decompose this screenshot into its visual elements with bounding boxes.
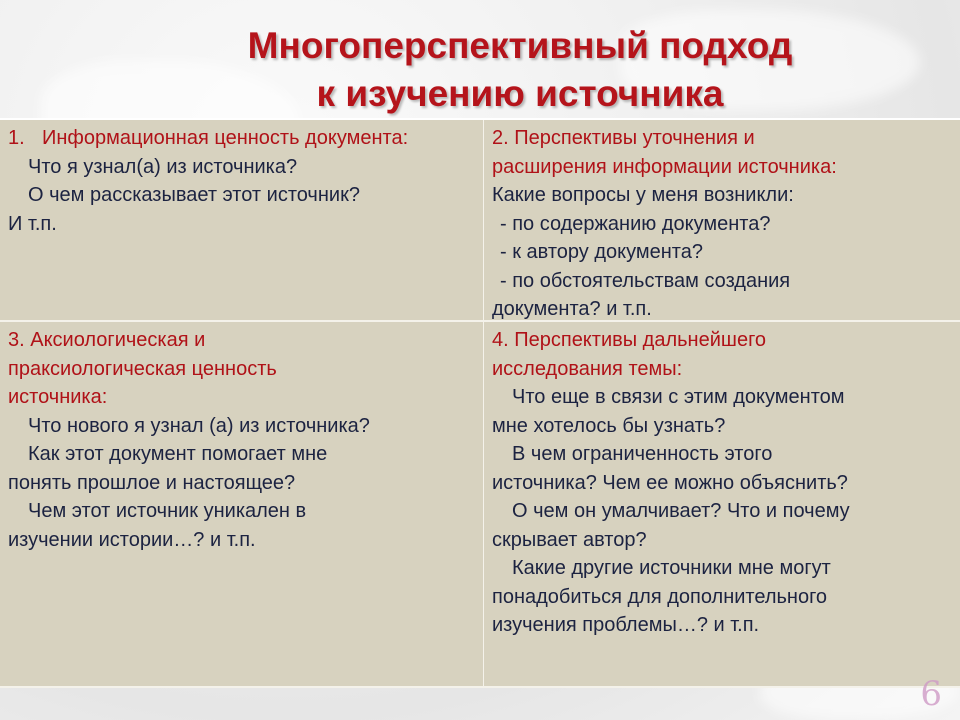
cell-heading: 3. Аксиологическая и xyxy=(8,329,206,351)
cell-line: документа? и т.п. xyxy=(492,298,652,320)
cell-informational-value xyxy=(0,120,484,322)
cell-line: В чем ограниченность этого xyxy=(512,443,773,465)
title-line-2: к изучению источника xyxy=(316,73,724,114)
cell-line: изучения проблемы…? и т.п. xyxy=(492,614,760,636)
cell-line: Чем этот источник уникален в xyxy=(28,500,307,522)
cell-line: Что еще в связи с этим документом xyxy=(512,386,845,408)
cell-line: Какие другие источники мне могут xyxy=(512,557,831,579)
cell-heading: 2. Перспективы уточнения и xyxy=(492,127,755,149)
cell-line: О чем рассказывает этот источник? xyxy=(28,184,360,206)
content-table xyxy=(0,118,960,688)
cell-line: понять прошлое и настоящее? xyxy=(8,471,296,494)
cell-line: - по обстоятельствам создания xyxy=(500,269,791,292)
cell-line: понадобиться для дополнительного xyxy=(492,585,828,608)
cell-heading: расширения информации источника: xyxy=(492,155,837,178)
slide-title xyxy=(0,22,960,118)
cell-line: - по содержанию документа? xyxy=(500,212,771,235)
cell-line: Какие вопросы у меня возникли: xyxy=(492,184,794,206)
cell-line: Что я узнал(а) из источника? xyxy=(28,155,298,178)
cell-line: Как этот документ помогает мне xyxy=(28,443,328,465)
cell-line: мне хотелось бы узнать? xyxy=(492,414,726,437)
cell-axiological-value xyxy=(0,322,484,688)
slide-number-decoration: 6 xyxy=(920,674,942,714)
cell-heading: праксиологическая ценность xyxy=(8,357,277,380)
cell-line: изучении истории…? и т.п. xyxy=(8,528,256,551)
cell-line: Что нового я узнал (а) из источника? xyxy=(28,414,370,437)
cell-line: скрывает автор? xyxy=(492,528,647,551)
cell-heading: 1. Информационная ценность документа: xyxy=(8,127,409,149)
title-line-1: Многоперспективный подход xyxy=(247,25,793,66)
cell-heading: исследования темы: xyxy=(492,357,683,380)
cell-heading: источника: xyxy=(8,386,108,408)
cell-line: И т.п. xyxy=(8,212,57,235)
cell-line: источника? Чем ее можно объяснить? xyxy=(492,471,848,494)
cell-line: О чем он умалчивает? Что и почему xyxy=(512,500,850,522)
cell-heading: 4. Перспективы дальнейшего xyxy=(492,329,767,351)
cell-further-research xyxy=(484,322,960,688)
cell-refinement-prospects xyxy=(484,120,960,322)
cell-line: - к автору документа? xyxy=(500,241,703,263)
